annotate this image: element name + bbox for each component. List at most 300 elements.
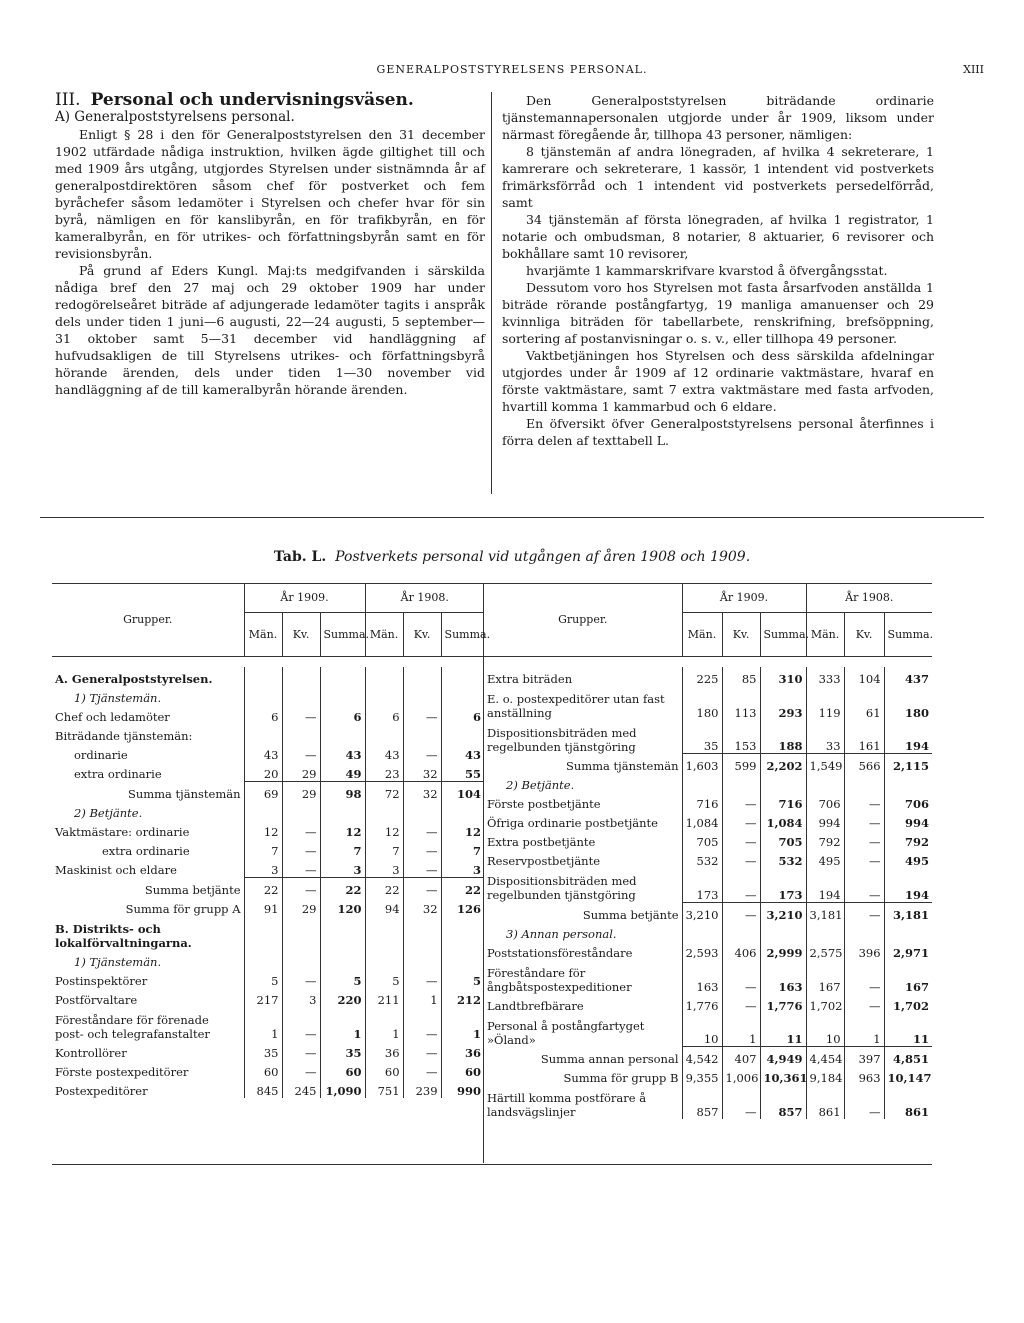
table-row <box>52 969 484 988</box>
table-row <box>52 1060 484 1079</box>
value-cell: 194 <box>884 868 932 902</box>
year-1909-header: År 1909. <box>682 584 806 612</box>
row-label: 1) Tjänstemän. <box>74 954 162 969</box>
value-cell: 751 <box>365 1079 403 1098</box>
value-cell: 119 <box>806 686 844 720</box>
value-cell <box>806 922 844 941</box>
value-cell: 49 <box>320 762 365 782</box>
value-cell: — <box>282 1041 320 1060</box>
value-cell: — <box>282 820 320 839</box>
value-cell: 1,776 <box>682 994 722 1013</box>
table-row <box>52 820 484 839</box>
value-cell <box>441 950 484 969</box>
value-cell: — <box>403 743 441 762</box>
row-label: Härtill komma postförare å landsvägslinjer <box>487 1091 647 1119</box>
paragraph: 8 tjänstemän af andra lönegraden, af hvilka 4 sekreterare, 1 kamrerare och sekreterare, 1 kassör, 1 intendent vid postverkets frimärksförråd och 1 intendent vid postverkets persedelförråd, samt <box>502 144 934 210</box>
value-cell: 396 <box>844 941 884 960</box>
value-cell <box>244 801 282 820</box>
value-cell: 706 <box>806 792 844 811</box>
value-cell: 35 <box>320 1041 365 1060</box>
value-cell <box>244 916 282 950</box>
table-row <box>484 1013 932 1047</box>
value-cell: 211 <box>365 988 403 1007</box>
table-row <box>484 1085 932 1119</box>
col-kv: Kv. <box>722 612 760 656</box>
row-label: Summa betjänte <box>144 882 241 897</box>
value-cell: 32 <box>403 897 441 916</box>
value-cell: 716 <box>682 792 722 811</box>
value-cell: 6 <box>320 705 365 724</box>
year-1909-header: År 1909. <box>244 584 365 612</box>
value-cell: 4,949 <box>760 1047 806 1067</box>
value-cell: 173 <box>760 868 806 902</box>
personnel-table-right <box>484 584 932 1119</box>
row-label: E. o. postexpeditörer utan fast anställning <box>487 691 665 720</box>
col-summa: Summa. <box>441 612 484 656</box>
value-cell: 7 <box>365 839 403 858</box>
value-cell: 495 <box>806 849 844 868</box>
value-cell <box>244 686 282 705</box>
row-label: Postförvaltare <box>55 992 138 1007</box>
value-cell: 69 <box>244 781 282 801</box>
value-cell: 94 <box>365 897 403 916</box>
value-cell: 994 <box>884 811 932 830</box>
value-cell <box>722 773 760 792</box>
value-cell: 2,999 <box>760 941 806 960</box>
value-cell <box>320 916 365 950</box>
row-label: Maskinist och eldare <box>55 863 177 877</box>
table-row <box>484 667 932 686</box>
value-cell <box>441 724 484 743</box>
value-cell: 194 <box>806 868 844 902</box>
value-cell <box>682 922 722 941</box>
row-label: Reservpostbetjänte <box>487 854 601 868</box>
value-cell: 10 <box>682 1013 722 1047</box>
table-label: Tab. L. <box>273 549 327 565</box>
value-cell: 29 <box>282 762 320 782</box>
value-cell: 716 <box>760 792 806 811</box>
value-cell: 2,593 <box>682 941 722 960</box>
value-cell: 1 <box>441 1007 484 1041</box>
paragraph: Enligt § 28 i den för Generalpoststyrelsen den 31 december 1902 utfärdade nådiga instruktion, hvilken ägde giltighet till och med 1909 års utgång, utgjordes Styrelsen under sistnämnda år af generalpostdirektören såsom chef för postverket och fem byråchefer såsom ledamöter i Styrelsen och chefer hvar för sin byrå, nämligen en för kanslibyrån, en för trafikbyrån, en för kameralbyrån, en för utrikes- och författningsbyrån samt en för revisionsbyrån. <box>55 127 485 261</box>
value-cell <box>282 724 320 743</box>
value-cell: 217 <box>244 988 282 1007</box>
personnel-table-left <box>52 584 491 1098</box>
value-cell: 61 <box>844 686 884 720</box>
table-row <box>52 1079 484 1098</box>
row-label: Poststationsföreståndare <box>487 945 633 960</box>
page-number: XIII <box>963 63 984 76</box>
value-cell <box>722 922 760 941</box>
value-cell: 5 <box>320 969 365 988</box>
value-cell: 1,084 <box>760 811 806 830</box>
value-cell <box>365 667 403 686</box>
value-cell <box>320 724 365 743</box>
value-cell: — <box>403 820 441 839</box>
value-cell: 2,202 <box>760 754 806 774</box>
row-label: 2) Betjänte. <box>506 778 575 792</box>
value-cell: 3 <box>365 858 403 878</box>
table-row <box>52 950 484 969</box>
value-cell: — <box>403 1007 441 1041</box>
value-cell: 1,006 <box>722 1066 760 1085</box>
table-row <box>484 941 932 960</box>
value-cell: 5 <box>441 969 484 988</box>
row-label: Extra postbetjänte <box>487 835 596 849</box>
value-cell: 792 <box>884 830 932 849</box>
table-row <box>52 686 484 705</box>
row-label: Summa betjänte <box>582 907 679 922</box>
value-cell: 245 <box>282 1079 320 1098</box>
table-caption <box>0 549 1024 565</box>
value-cell <box>282 801 320 820</box>
value-cell: 60 <box>244 1060 282 1079</box>
value-cell: — <box>722 868 760 902</box>
value-cell <box>365 801 403 820</box>
value-cell: 60 <box>365 1060 403 1079</box>
table-row <box>52 897 484 916</box>
value-cell: — <box>403 839 441 858</box>
value-cell: — <box>844 902 884 922</box>
value-cell: 2,575 <box>806 941 844 960</box>
paragraph: Vaktbetjäningen hos Styrelsen och dess särskilda afdelningar utgjordes under år 1909 af 12 ordinarie vaktmästare, hvaraf en förste vaktmästare, samt 7 extra vaktmästare med fasta arfvoden, hvartill komma 1 kammarbud och 6 eldare. <box>502 348 934 414</box>
value-cell: 994 <box>806 811 844 830</box>
column-divider <box>491 92 492 494</box>
table-row <box>484 720 932 754</box>
table-row <box>484 686 932 720</box>
value-cell: 161 <box>844 720 884 754</box>
value-cell: 3,181 <box>806 902 844 922</box>
value-cell: 293 <box>760 686 806 720</box>
spacer-cell <box>484 656 932 667</box>
value-cell: 3,181 <box>884 902 932 922</box>
value-cell: 239 <box>403 1079 441 1098</box>
value-cell: 33 <box>806 720 844 754</box>
value-cell: 225 <box>682 667 722 686</box>
value-cell: 963 <box>844 1066 884 1085</box>
table-row <box>484 830 932 849</box>
value-cell: 437 <box>884 667 932 686</box>
value-cell <box>844 922 884 941</box>
value-cell: 6 <box>365 705 403 724</box>
value-cell: 845 <box>244 1079 282 1098</box>
value-cell: 10 <box>806 1013 844 1047</box>
value-cell <box>441 801 484 820</box>
value-cell: 23 <box>365 762 403 782</box>
value-cell: 3 <box>320 858 365 878</box>
table-row <box>52 1007 484 1041</box>
value-cell: 10,147 <box>884 1066 932 1085</box>
table-row <box>484 960 932 994</box>
value-cell: 857 <box>760 1085 806 1119</box>
row-label: Summa för grupp A <box>125 901 241 916</box>
table-row <box>52 781 484 801</box>
col-man: Män. <box>682 612 722 656</box>
value-cell: — <box>844 792 884 811</box>
value-cell: 4,542 <box>682 1047 722 1067</box>
col-summa: Summa. <box>884 612 932 656</box>
value-cell: 212 <box>441 988 484 1007</box>
table-row <box>52 724 484 743</box>
right-text-column <box>502 92 934 449</box>
value-cell: 55 <box>441 762 484 782</box>
paragraph: På grund af Eders Kungl. Maj:ts medgifvanden i särskilda nådiga bref den 27 maj och 29 oktober 1909 har under redogörelseåret biträde af adjungerade ledamöter tagits i anspråk dels under tiden 1 juni—6 augusti, 22—24 augusti, 5 september—31 oktober samt 5—31 december vid handläggning af hufvudsakligen de till Styrelsens utrikes- och författningsbyrå hörande ärenden, dels under tiden 1—30 november vid handläggning af de till kameralbyrån hörande ärenden. <box>55 263 485 397</box>
row-label: 3) Annan personal. <box>506 926 617 941</box>
value-cell: 180 <box>884 686 932 720</box>
value-cell: 60 <box>441 1060 484 1079</box>
value-cell: — <box>844 868 884 902</box>
col-man: Män. <box>806 612 844 656</box>
value-cell: 3,210 <box>760 902 806 922</box>
value-cell: — <box>844 994 884 1013</box>
value-cell: 6 <box>244 705 282 724</box>
value-cell: 310 <box>760 667 806 686</box>
value-cell: 3 <box>441 858 484 878</box>
table-title: Postverkets personal vid utgången af åren 1908 och 1909. <box>335 549 751 565</box>
value-cell: 599 <box>722 754 760 774</box>
year-1908-header: År 1908. <box>365 584 484 612</box>
value-cell: — <box>403 969 441 988</box>
value-cell: — <box>844 830 884 849</box>
value-cell: 43 <box>365 743 403 762</box>
value-cell: 29 <box>282 781 320 801</box>
value-cell: 532 <box>760 849 806 868</box>
value-cell: — <box>844 1085 884 1119</box>
value-cell <box>365 724 403 743</box>
value-cell <box>884 773 932 792</box>
value-cell: — <box>403 1060 441 1079</box>
value-cell: 861 <box>884 1085 932 1119</box>
value-cell: 85 <box>722 667 760 686</box>
value-cell: 5 <box>365 969 403 988</box>
value-cell: 11 <box>760 1013 806 1047</box>
row-label: Förste postexpeditörer <box>55 1064 189 1079</box>
value-cell: 7 <box>441 839 484 858</box>
table-row <box>484 902 932 922</box>
value-cell: — <box>403 1041 441 1060</box>
col-kv: Kv. <box>282 612 320 656</box>
value-cell: 32 <box>403 781 441 801</box>
section-subtitle: A) Generalpoststyrelsens personal. <box>55 109 295 125</box>
value-cell: 35 <box>682 720 722 754</box>
running-head: GENERALPOSTSTYRELSENS PERSONAL. <box>376 63 648 76</box>
value-cell: 7 <box>320 839 365 858</box>
spacer-row <box>52 656 484 667</box>
value-cell: 4,851 <box>884 1047 932 1067</box>
value-cell: 532 <box>682 849 722 868</box>
value-cell: 36 <box>441 1041 484 1060</box>
section-title: Personal och undervisningsväsen. <box>90 90 414 110</box>
value-cell: 29 <box>282 897 320 916</box>
value-cell: 990 <box>441 1079 484 1098</box>
value-cell: 167 <box>806 960 844 994</box>
table-body-right <box>484 656 932 1119</box>
value-cell: 10,361 <box>760 1066 806 1085</box>
value-cell <box>441 667 484 686</box>
row-label: Förste postbetjänte <box>487 797 601 811</box>
row-label: Summa tjänstemän <box>565 759 679 773</box>
value-cell: 43 <box>320 743 365 762</box>
value-cell <box>403 667 441 686</box>
value-cell: — <box>722 902 760 922</box>
table-row <box>484 1066 932 1085</box>
value-cell: 22 <box>441 877 484 897</box>
value-cell: — <box>722 849 760 868</box>
value-cell: 12 <box>365 820 403 839</box>
section-rule <box>40 517 984 518</box>
value-cell: 7 <box>244 839 282 858</box>
value-cell <box>760 922 806 941</box>
col-man: Män. <box>244 612 282 656</box>
table-row <box>52 877 484 897</box>
left-text-column <box>55 92 485 398</box>
value-cell: 194 <box>884 720 932 754</box>
row-label: Postexpeditörer <box>55 1083 148 1098</box>
value-cell: 36 <box>365 1041 403 1060</box>
table-row <box>52 743 484 762</box>
value-cell: 2,115 <box>884 754 932 774</box>
value-cell: 43 <box>441 743 484 762</box>
value-cell: 104 <box>441 781 484 801</box>
value-cell: 705 <box>682 830 722 849</box>
paragraph: hvarjämte 1 kammarskrifvare kvarstod å öfvergångsstat. <box>526 263 888 278</box>
value-cell: 188 <box>760 720 806 754</box>
value-cell: 1,702 <box>884 994 932 1013</box>
value-cell: — <box>722 811 760 830</box>
value-cell <box>403 801 441 820</box>
value-cell: 32 <box>403 762 441 782</box>
value-cell: — <box>282 969 320 988</box>
row-label: Öfriga ordinarie postbetjänte <box>487 816 658 830</box>
value-cell: 1,702 <box>806 994 844 1013</box>
value-cell <box>403 950 441 969</box>
value-cell <box>244 667 282 686</box>
value-cell: 1 <box>365 1007 403 1041</box>
value-cell: 163 <box>760 960 806 994</box>
value-cell: 104 <box>844 667 884 686</box>
spacer-row <box>484 656 932 667</box>
value-cell: 35 <box>244 1041 282 1060</box>
row-label: Föreståndare för förenade post- och telegrafanstalter <box>55 1012 210 1041</box>
row-label: Föreståndare för ångbåtspostexpeditioner <box>487 965 632 994</box>
value-cell: 153 <box>722 720 760 754</box>
value-cell: 3 <box>244 858 282 878</box>
paragraph: Dessutom voro hos Styrelsen mot fasta årsarfvoden anställda 1 biträde rörande postångfartyg, 19 manliga amanuenser och 29 kvinnliga biträden för tabellarbete, renskrifning, brefsöppning, sortering af postanvisningar o. s. v., eller tillhopa 49 personer. <box>502 280 934 346</box>
col-summa: Summa. <box>760 612 806 656</box>
value-cell: 706 <box>884 792 932 811</box>
value-cell <box>282 950 320 969</box>
value-cell: 1,776 <box>760 994 806 1013</box>
value-cell: 6 <box>441 705 484 724</box>
value-cell: 91 <box>244 897 282 916</box>
table-row <box>52 667 484 686</box>
value-cell: 3 <box>282 988 320 1007</box>
table-row <box>484 994 932 1013</box>
groups-header: Grupper. <box>484 584 682 656</box>
table-row <box>484 773 932 792</box>
value-cell <box>365 686 403 705</box>
row-label: extra ordinarie <box>102 843 190 858</box>
table-row <box>484 922 932 941</box>
value-cell: 3,210 <box>682 902 722 922</box>
value-cell: 12 <box>441 820 484 839</box>
row-label: Extra biträden <box>487 671 573 686</box>
row-label: Summa för grupp B <box>563 1071 679 1085</box>
value-cell: — <box>722 792 760 811</box>
value-cell: 173 <box>682 868 722 902</box>
value-cell <box>320 686 365 705</box>
value-cell: 113 <box>722 686 760 720</box>
value-cell: — <box>282 1060 320 1079</box>
row-label: B. Distrikts- och lokalförvaltningarna. <box>55 921 192 950</box>
row-label: Chef och ledamöter <box>55 709 170 724</box>
value-cell <box>282 916 320 950</box>
row-label: Postinspektörer <box>55 973 148 988</box>
row-label: Biträdande tjänstemän: <box>55 728 193 743</box>
value-cell: 22 <box>320 877 365 897</box>
value-cell: — <box>282 743 320 762</box>
table-row <box>52 762 484 782</box>
value-cell <box>320 801 365 820</box>
value-cell: 333 <box>806 667 844 686</box>
value-cell: 566 <box>844 754 884 774</box>
value-cell: 20 <box>244 762 282 782</box>
table-row <box>484 849 932 868</box>
value-cell: 220 <box>320 988 365 1007</box>
col-man: Män. <box>365 612 403 656</box>
value-cell: 120 <box>320 897 365 916</box>
table-row <box>52 858 484 878</box>
col-summa: Summa. <box>320 612 365 656</box>
value-cell: 22 <box>365 877 403 897</box>
row-label: extra ordinarie <box>74 767 162 781</box>
value-cell <box>282 667 320 686</box>
table-row <box>484 868 932 902</box>
value-cell: 126 <box>441 897 484 916</box>
value-cell: 163 <box>682 960 722 994</box>
value-cell: — <box>403 705 441 724</box>
value-cell <box>365 950 403 969</box>
value-cell: 12 <box>320 820 365 839</box>
value-cell <box>282 686 320 705</box>
table-row <box>52 916 484 950</box>
value-cell: 180 <box>682 686 722 720</box>
row-label: Personal å postångfartyget »Öland» <box>487 1018 645 1047</box>
row-label: Landtbrefbärare <box>487 998 584 1013</box>
row-label: Dispositionsbiträden med regelbunden tjänstgöring <box>487 725 637 754</box>
value-cell <box>844 773 884 792</box>
paragraph: 34 tjänstemän af första lönegraden, af hvilka 1 registrator, 1 notarie och ombudsman, 8 notarier, 8 aktuarier, 6 revisorer och bokhållare samt 10 revisorer, <box>502 212 934 261</box>
table-row <box>52 988 484 1007</box>
value-cell: 72 <box>365 781 403 801</box>
value-cell: — <box>844 849 884 868</box>
value-cell: — <box>282 858 320 878</box>
value-cell: — <box>282 877 320 897</box>
table-body-left <box>52 656 484 1098</box>
value-cell: 98 <box>320 781 365 801</box>
value-cell: 167 <box>884 960 932 994</box>
table-row <box>52 801 484 820</box>
spacer-cell <box>52 656 484 667</box>
value-cell: 22 <box>244 877 282 897</box>
row-label: ordinarie <box>74 747 128 762</box>
value-cell: 397 <box>844 1047 884 1067</box>
value-cell: 1,084 <box>682 811 722 830</box>
value-cell: 4,454 <box>806 1047 844 1067</box>
value-cell <box>244 724 282 743</box>
groups-header: Grupper. <box>52 584 244 656</box>
value-cell <box>244 950 282 969</box>
